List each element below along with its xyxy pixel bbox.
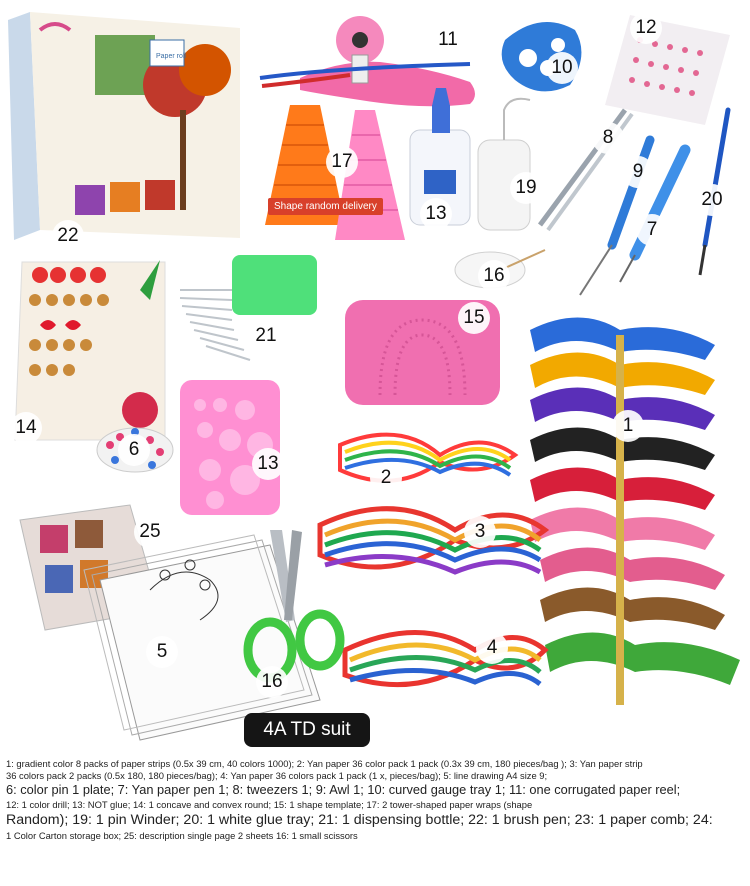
label-8: 8 [592, 122, 624, 154]
label-5: 5 [146, 636, 178, 668]
gradient-paper-strips [530, 318, 740, 706]
box-label: Paper roll [156, 53, 186, 60]
label-16: 16 [256, 666, 288, 698]
label-17: 17 [326, 146, 358, 178]
label-19: 15 [458, 302, 490, 334]
storage-box [8, 12, 240, 240]
kit-name-badge: 4A TD suit [244, 713, 370, 747]
label-6: 6 [118, 434, 150, 466]
label-13: 13 [420, 198, 452, 230]
label-20: 16 [478, 260, 510, 292]
label-10: 10 [546, 52, 578, 84]
label-24: 22 [52, 220, 84, 252]
caption-line-6: 1 Color Carton storage box; 25: description single page 2 sheets 16: 1 small scissors [6, 829, 358, 841]
paper-comb [180, 255, 317, 360]
label-23: 21 [250, 320, 282, 352]
caption-line-2: 36 colors pack 2 packs (0.5x 180, 180 pieces/bag); 4: Yan paper 36 colors pack 1 pack (1 x, pieces/bag); 5: line drawing A4 size 9; [6, 770, 548, 782]
caption-line-4: 12: 1 color drill; 13: NOT glue; 14: 1 concave and convex round; 15: 1 shape template; 17: 2 tower-shaped paper wraps (shape [6, 799, 533, 811]
caption-line-3: 6: color pin 1 plate; 7: Yan paper pen 1; 8: tweezers 1; 9: Awl 1; 10: curved gauge tray 1; 11: one corrugated paper reel; [6, 782, 681, 798]
label-25: 25 [134, 516, 166, 548]
label-3: 3 [464, 516, 496, 548]
label-4: 4 [476, 632, 508, 664]
label-9: 9 [622, 156, 654, 188]
contents-caption [0, 752, 750, 886]
delivery-note: Shape random delivery [268, 198, 383, 215]
color-drill-sheet [605, 15, 730, 125]
label-15: 14 [10, 412, 42, 444]
caption-line-5: Random); 19: 1 pin Winder; 20: 1 white glue tray; 21: 1 dispensing bottle; 22: 1 brush pen; 23: 1 paper comb; 24: [6, 812, 713, 829]
label-22: 20 [696, 184, 728, 216]
label-21: 19 [510, 172, 542, 204]
label-14: 13 [252, 448, 284, 480]
label-11: 11 [432, 24, 464, 56]
label-7: 7 [636, 214, 668, 246]
rainbow-strip-bundle-3 [320, 509, 545, 572]
rainbow-strip-bundle-4 [345, 633, 545, 685]
rainbow-strip-bundle-2 [340, 435, 515, 481]
dispensing-bottle [478, 99, 530, 230]
label-1: 1 [612, 410, 644, 442]
label-12: 12 [630, 12, 662, 44]
label-2: 2 [370, 462, 402, 494]
shape-template [15, 260, 165, 440]
caption-line-1: 1: gradient color 8 packs of paper strips (0.5x 39 cm, 40 colors 1000); 2: Yan paper 36 color pack 1 pack (0.3x 39 cm, 180 pieces/bag ); 3: Yan paper strip [6, 758, 643, 769]
